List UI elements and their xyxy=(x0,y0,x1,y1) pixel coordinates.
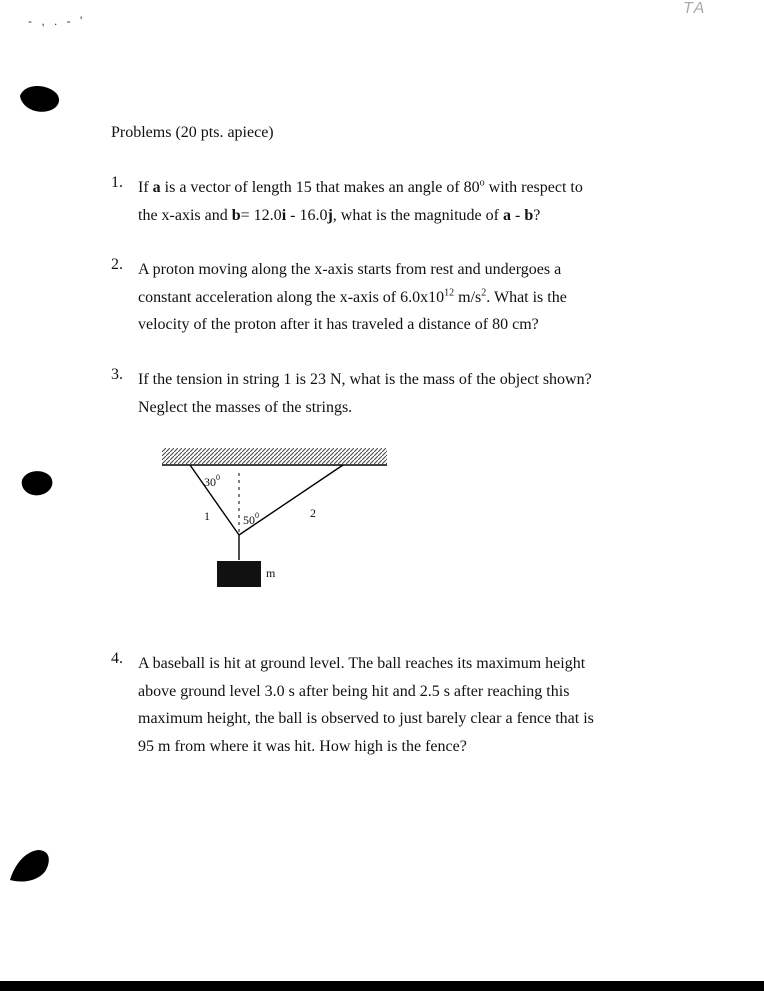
problem-text-line: above ground level 3.0 s after being hit and 2.5 s after reaching this xyxy=(138,682,570,700)
problem-3 xyxy=(111,366,651,421)
problem-text-line: Neglect the masses of the strings. xyxy=(138,398,353,416)
ceiling-hatch xyxy=(162,448,387,464)
problem-1 xyxy=(111,174,651,229)
problem-text-line: velocity of the proton after it has traveled a distance of 80 cm? xyxy=(138,316,539,333)
problem-2 xyxy=(111,256,651,339)
string-1-label: 1 xyxy=(204,509,210,523)
scan-specks: - , . - ' xyxy=(28,14,86,28)
problem-text-line: A baseball is hit at ground level. The ball reaches its maximum height xyxy=(138,655,586,672)
problem-number: 1. xyxy=(111,174,123,191)
problem-text-line: If a is a vector of length 15 that makes an angle of 80$^o$ with respect to xyxy=(138,177,583,196)
string-2-label: 2 xyxy=(310,506,316,520)
angle-30-label: $30^0$ xyxy=(204,473,220,489)
problem-text-line: A proton moving along the x-axis starts from rest and undergoes a xyxy=(138,261,562,278)
problem-4 xyxy=(111,650,651,760)
punch-hole-middle xyxy=(22,471,53,495)
problem-text-line: the x-axis and b= 12.0i - 16.0j, what is the magnitude of a - b? xyxy=(138,206,541,224)
problem-text-line: maximum height, the ball is observed to just barely clear a fence that is xyxy=(138,710,594,727)
tension-diagram xyxy=(150,440,400,600)
corner-annotation: TA xyxy=(683,0,707,17)
hanging-mass xyxy=(217,561,261,587)
page-heading: Problems (20 pts. apiece) xyxy=(111,124,274,141)
problem-text-line: 95 m from where it was hit. How high is the fence? xyxy=(138,737,467,755)
problem-number: 4. xyxy=(111,650,123,667)
problem-number: 3. xyxy=(111,366,123,383)
angle-50-label: $50^0$ xyxy=(243,511,259,527)
punch-hole-bottom xyxy=(10,850,49,882)
punch-hole-top xyxy=(20,86,59,112)
problem-text-line: If the tension in string 1 is 23 N, what is the mass of the object shown? xyxy=(138,371,592,388)
problem-text-line: constant acceleration along the x-axis of $6.0x10^{12}$ $m/s^2$. What is the xyxy=(138,287,567,306)
mass-label: m xyxy=(266,566,276,580)
problem-number: 2. xyxy=(111,256,123,273)
scan-edge-bar xyxy=(0,981,764,991)
